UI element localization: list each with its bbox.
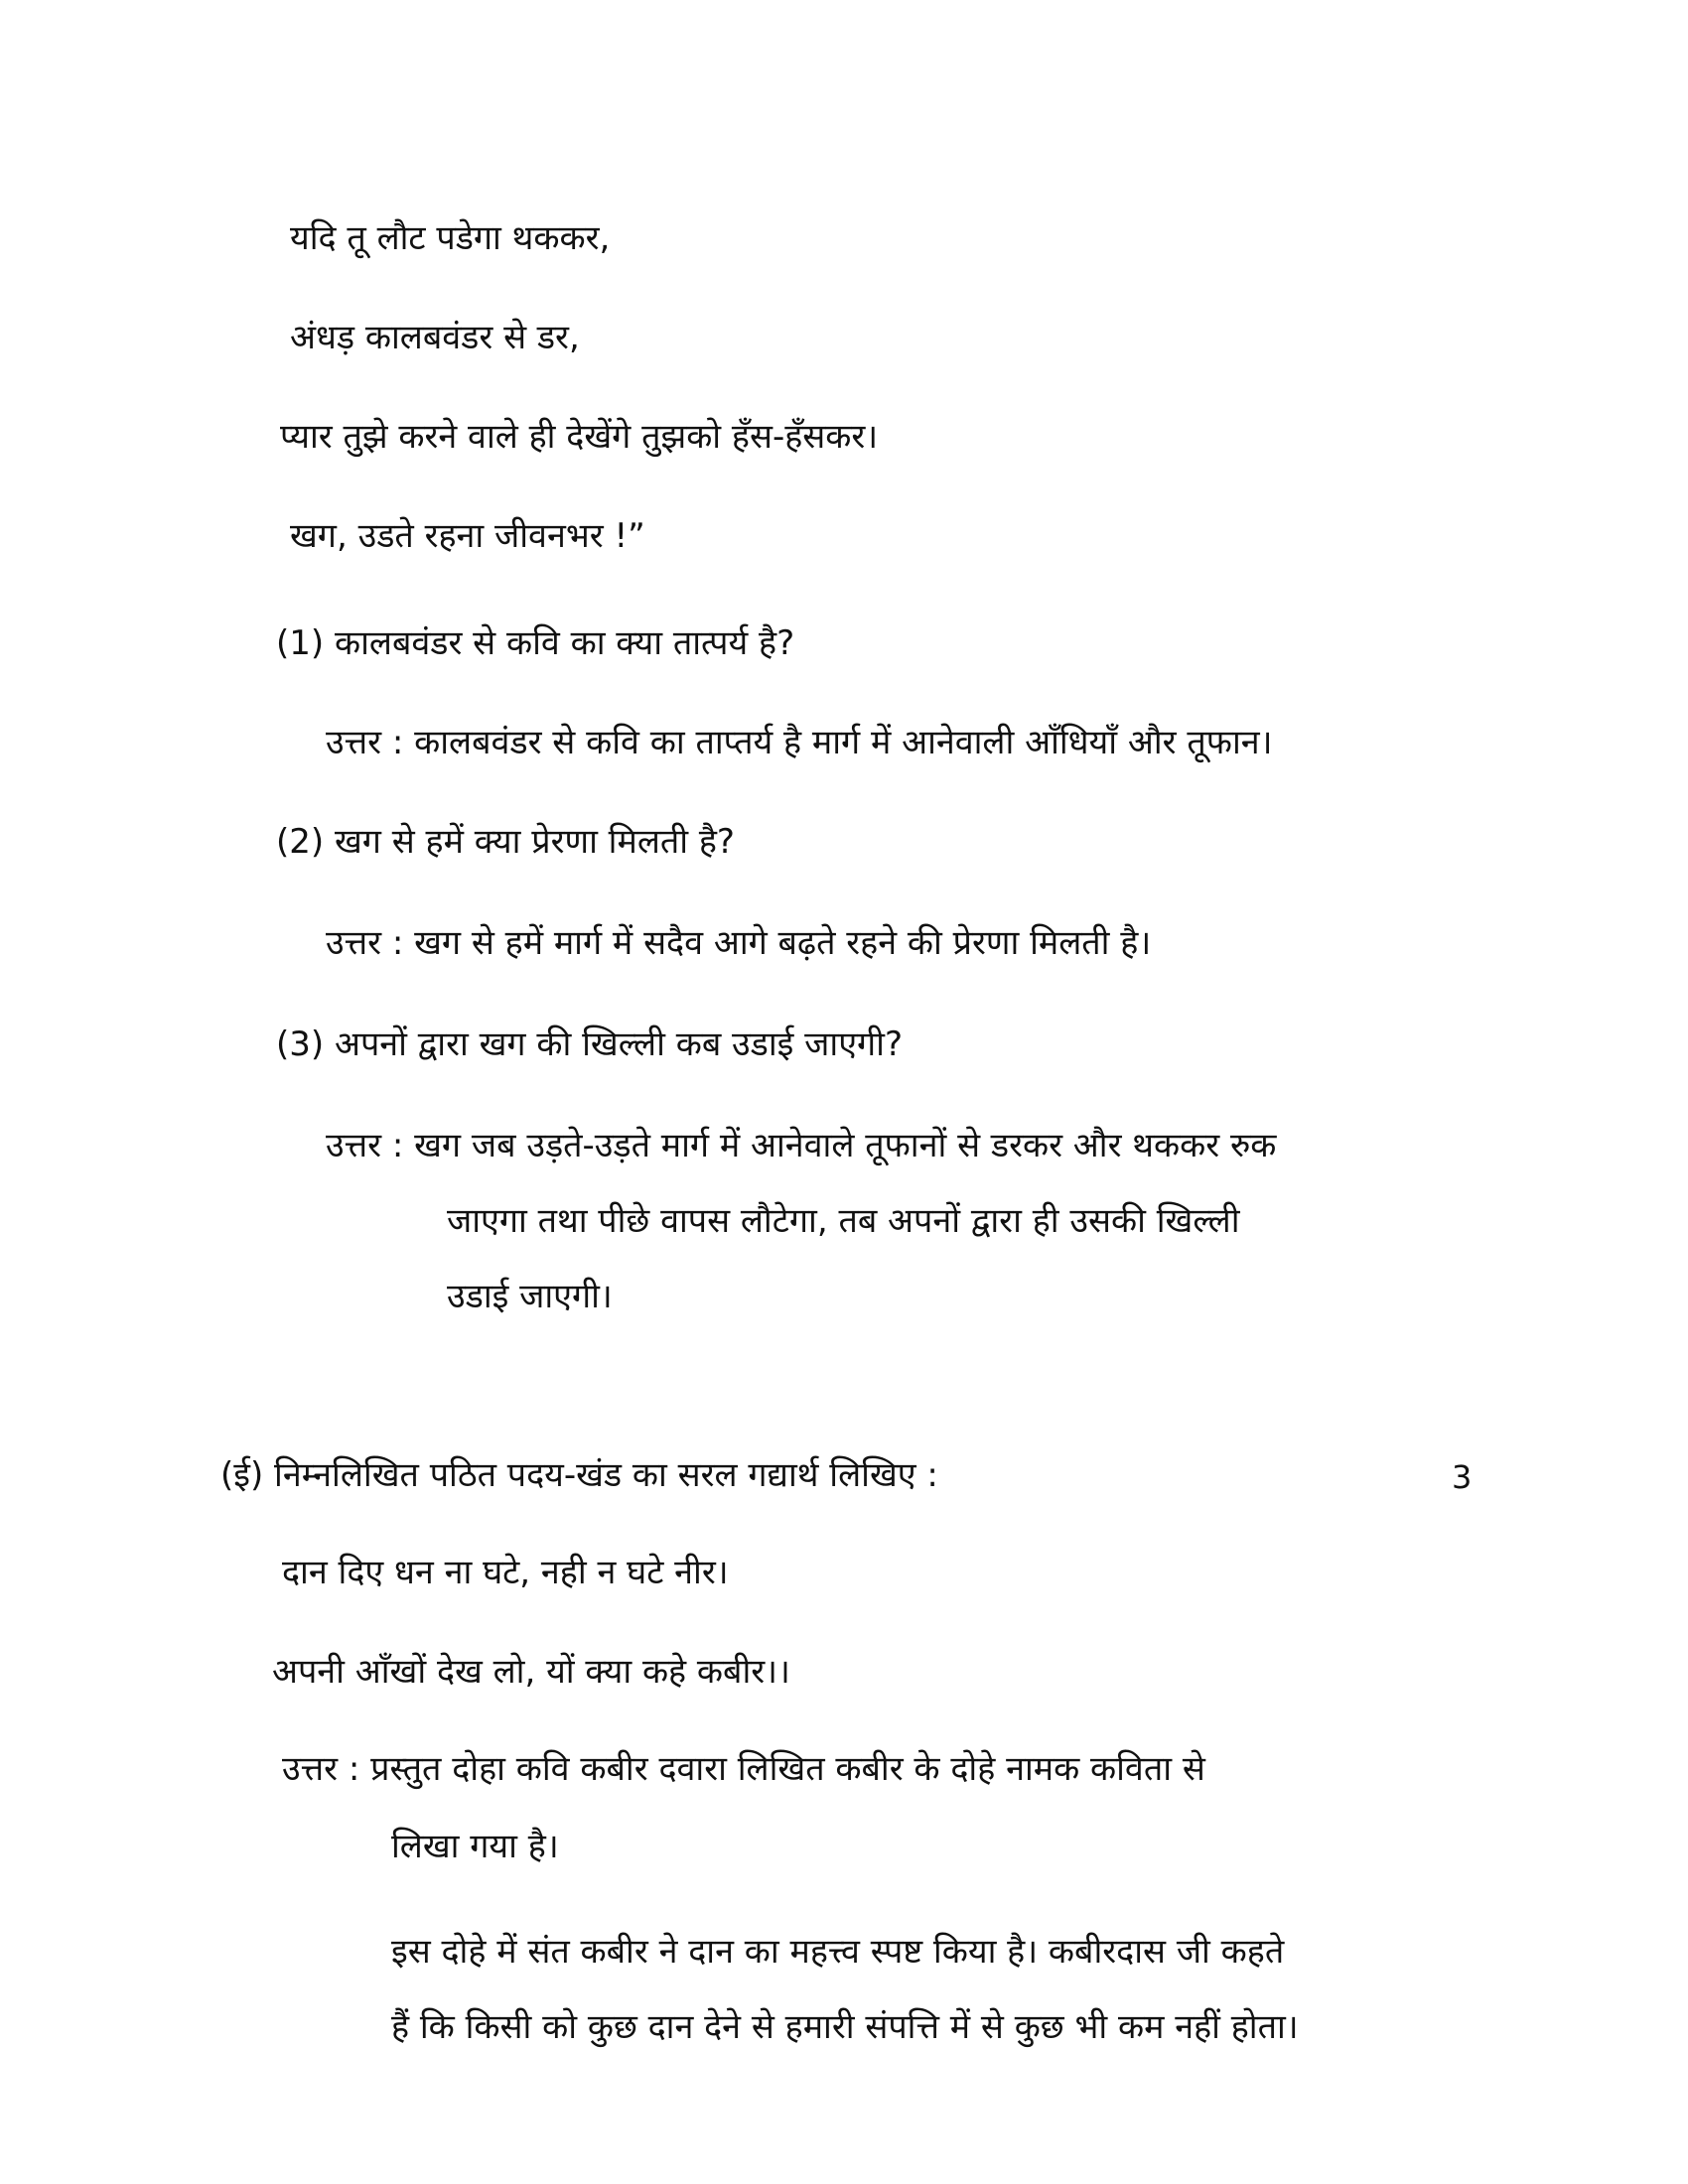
section-e-answer-line-2: लिखा गया है। — [391, 1827, 559, 1866]
doha-line-2: अपनी आँखों देख लो, यों क्या कहे कबीर।। — [272, 1652, 790, 1692]
section-e-explanation-line-2: हैं कि किसी को कुछ दान देने से हमारी संपत्ति में से कुछ भी कम नहीं होता। — [391, 2007, 1299, 2047]
answer-1: उत्तर : कालबवंडर से कवि का ताप्तर्य है मार्ग में आनेवाली आँधियाँ और तूफान। — [326, 723, 1273, 762]
section-e-answer-line-1: उत्तर : प्रस्तुत दोहा कवि कबीर दवारा लिखित कबीर के दोहे नामक कविता से — [282, 1749, 1205, 1789]
section-e-marks: 3 — [1452, 1458, 1473, 1496]
question-1: (1) कालबवंडर से कवि का क्या तात्पर्य है? — [276, 623, 795, 663]
section-e-heading: (ई) निम्नलिखित पठित पदय-खंड का सरल गद्यार्थ लिखिए : — [220, 1455, 938, 1495]
answer-3-line-2: जाएगा तथा पीछे वापस लौटेगा, तब अपनों द्वारा ही उसकी खिल्ली — [447, 1201, 1240, 1241]
doha-line-1: दान दिए धन ना घटे, नही न घटे नीर। — [282, 1553, 729, 1592]
poem-line-1: यदि तू लौट पडेगा थककर, — [290, 218, 611, 258]
section-e-explanation-line-1: इस दोहे में संत कबीर ने दान का महत्त्व स्पष्ट किया है। कबीरदास जी कहते — [391, 1932, 1285, 1972]
answer-2: उत्तर : खग से हमें मार्ग में सदैव आगे बढ़ते रहने की प्रेरणा मिलती है। — [326, 923, 1152, 963]
question-2: (2) खग से हमें क्या प्रेरणा मिलती है? — [276, 822, 735, 862]
answer-3-line-3: उडाई जाएगी। — [447, 1277, 613, 1316]
poem-line-4: खग, उडते रहना जीवनभर !” — [290, 516, 645, 556]
answer-3-line-1: उत्तर : खग जब उड़ते-उड़ते मार्ग में आनेवाले तूफानों से डरकर और थककर रुक — [326, 1126, 1277, 1165]
poem-line-2: अंधड़ कालबवंडर से डर, — [290, 318, 580, 357]
question-3: (3) अपनों द्वारा खग की खिल्ली कब उडाई जाएगी? — [276, 1024, 904, 1064]
poem-line-3: प्यार तुझे करने वाले ही देखेंगे तुझको हँस-हँसकर। — [280, 417, 879, 457]
